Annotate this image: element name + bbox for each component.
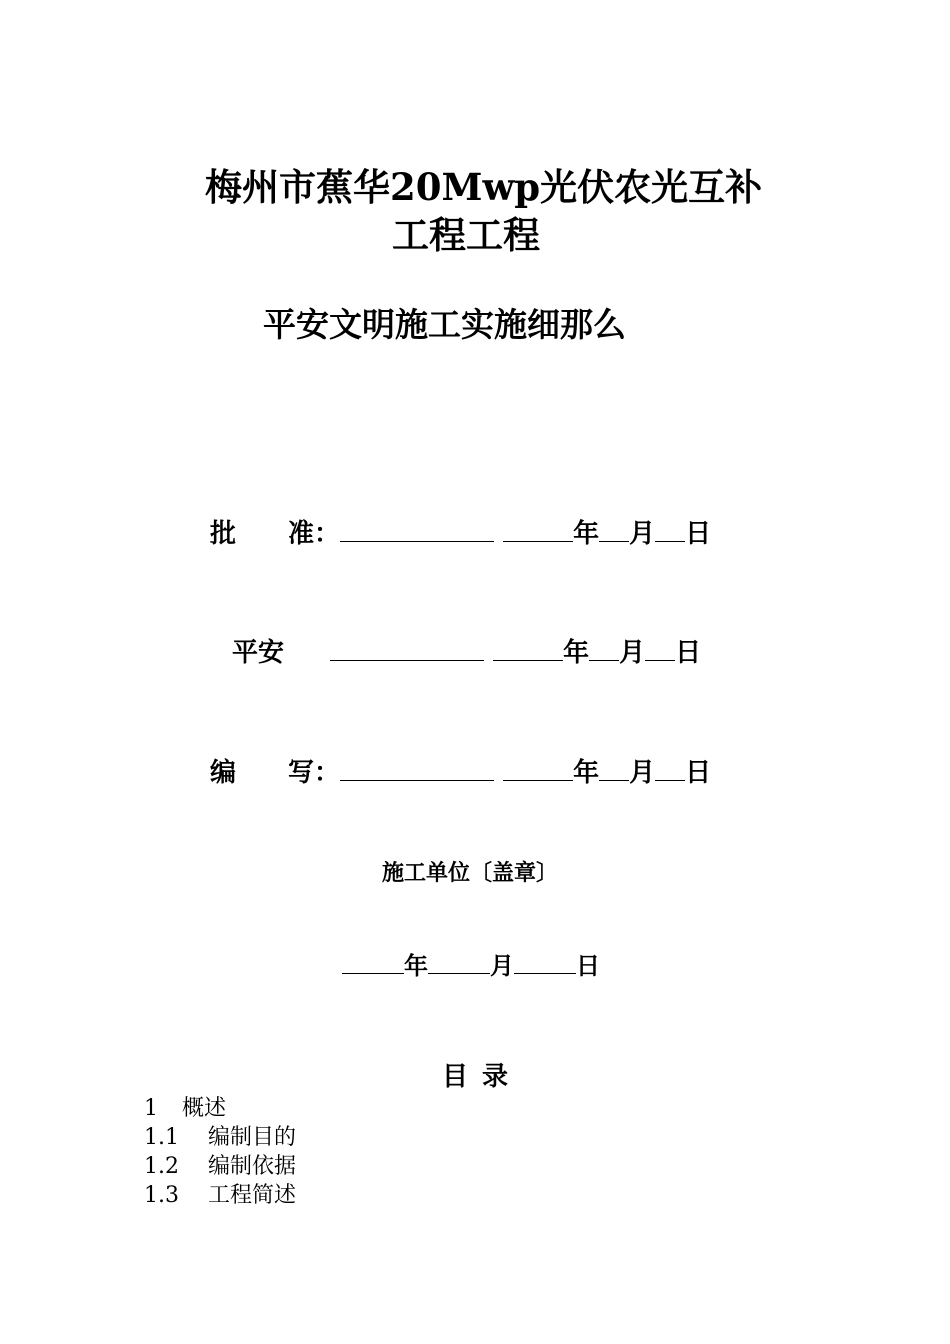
toc-item-number: 1.1 (144, 1125, 179, 1150)
approve-year-line (503, 515, 573, 542)
write-day-line (655, 754, 685, 781)
approve-label: 批 准： (210, 519, 341, 549)
write-signature-line (340, 754, 494, 781)
safety-row (232, 634, 701, 668)
seal-day-label: 日 (576, 952, 600, 980)
safety-signature-line (330, 634, 484, 661)
toc-item[interactable] (144, 1094, 226, 1123)
approve-year-label: 年 (573, 519, 600, 549)
safety-label: 平安 (232, 638, 285, 668)
approve-day-line (655, 515, 685, 542)
approve-signature-line (340, 515, 494, 542)
safety-day-line (645, 634, 675, 661)
write-month-label: 月 (629, 758, 656, 788)
approve-month-label: 月 (629, 519, 656, 549)
toc-item-number: 1.3 (144, 1183, 179, 1208)
seal-date-row (342, 947, 600, 981)
write-row (210, 754, 711, 788)
document-title-line1: 梅州市蕉华20Mwp光伏农光互补 (205, 165, 763, 209)
toc-item[interactable] (144, 1181, 296, 1210)
safety-year-line (493, 634, 563, 661)
approve-month-line (599, 515, 629, 542)
toc-item-text: 概述 (182, 1096, 227, 1121)
seal-year-label: 年 (404, 952, 428, 980)
toc-item-number: 1 (144, 1096, 158, 1121)
write-year-label: 年 (573, 758, 600, 788)
approve-row (210, 515, 711, 549)
safety-month-label: 月 (619, 638, 646, 668)
toc-title: 目录 (442, 1062, 523, 1092)
toc-item-text: 编制依据 (208, 1154, 297, 1179)
write-label: 编 写： (210, 758, 341, 788)
approve-day-label: 日 (685, 519, 712, 549)
toc-item-text: 工程简述 (208, 1183, 297, 1208)
safety-month-line (589, 634, 619, 661)
construction-unit-label: 施工单位〔盖章〕 (382, 861, 559, 886)
document-title-line2: 工程工程 (392, 213, 540, 257)
document-subtitle: 平安文明施工实施细那么 (263, 305, 626, 344)
seal-year-line (342, 947, 404, 974)
write-month-line (599, 754, 629, 781)
safety-day-label: 日 (675, 638, 702, 668)
toc-item-number: 1.2 (144, 1154, 179, 1179)
seal-month-label: 月 (490, 952, 514, 980)
toc-item-text: 编制目的 (208, 1125, 297, 1150)
toc-item[interactable] (144, 1123, 296, 1152)
toc-item[interactable] (144, 1152, 296, 1181)
safety-year-label: 年 (563, 638, 590, 668)
seal-day-line (514, 947, 576, 974)
write-year-line (503, 754, 573, 781)
write-day-label: 日 (685, 758, 712, 788)
seal-month-line (428, 947, 490, 974)
